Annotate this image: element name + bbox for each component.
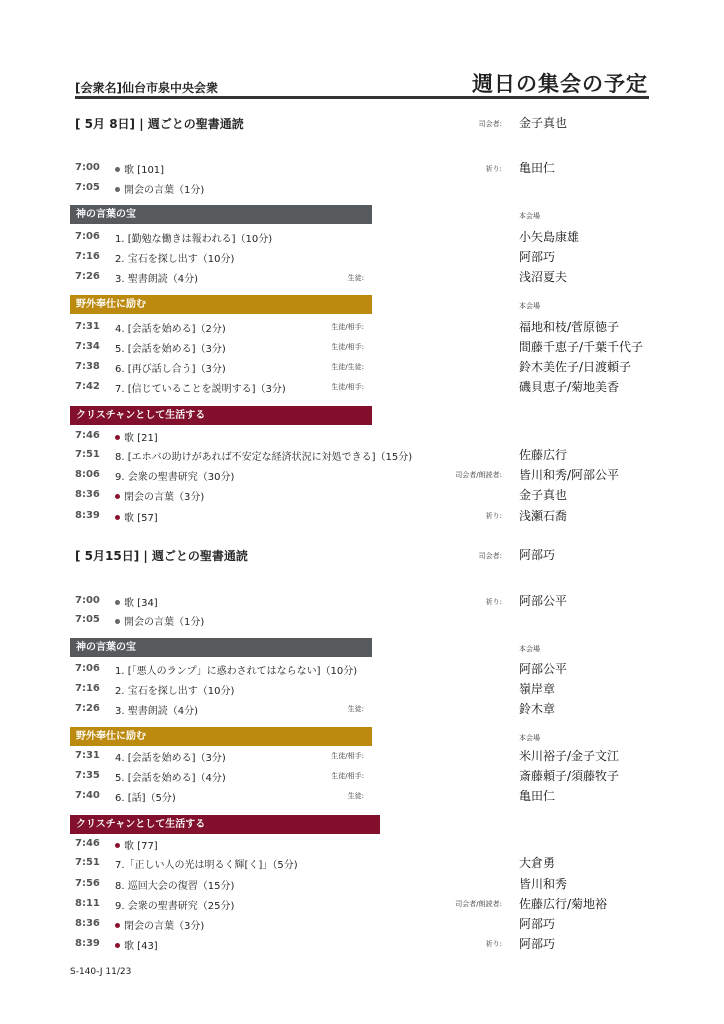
chairman-label: 司会者: [478, 552, 502, 560]
role-label: 司会者/朗読者: [455, 900, 502, 908]
item-time: 7:00 [75, 595, 100, 606]
assignee-name: 間藤千恵子/千葉千代子 [519, 340, 644, 354]
role-label: 生徒: [347, 792, 364, 800]
section-bar-ministry: 野外奉仕に励む [70, 727, 372, 746]
item-time: 8:36 [75, 489, 100, 500]
item-time: 7:00 [75, 162, 100, 173]
item-time: 7:06 [75, 663, 100, 674]
item-title: 1. [「悪人のランプ」に惑わされてはならない]（10分) [115, 666, 358, 677]
bullet-icon [115, 923, 120, 928]
song-item [115, 937, 158, 952]
item-time: 7:31 [75, 321, 100, 332]
item-time: 7:46 [75, 838, 100, 849]
assignee-name: 大倉勇 [519, 856, 556, 870]
role-label: 生徒/相手: [331, 752, 364, 760]
item-time: 7:06 [75, 231, 100, 242]
item-time: 8:39 [75, 938, 100, 949]
item-title: 8. 巡回大会の復習（15分) [115, 881, 235, 892]
opening-comments-item [115, 613, 204, 628]
closing-comments-item [115, 917, 204, 932]
item-title: 歌 [21] [124, 433, 158, 444]
item-title: 5. [会話を始める]（4分) [115, 773, 226, 784]
bullet-icon [115, 943, 120, 948]
item-title: 3. 聖書朗読（4分) [115, 274, 198, 285]
item-time: 8:39 [75, 510, 100, 521]
item-time: 8:36 [75, 918, 100, 929]
item-time: 7:56 [75, 878, 100, 889]
assignee-name: 阿部巧 [519, 917, 556, 931]
section-bar-living: クリスチャンとして生活する [70, 815, 380, 834]
item-title: 歌 [57] [124, 513, 158, 524]
item-title: 閉会の言葉（3分) [124, 492, 205, 503]
venue-label: 本会場 [519, 645, 540, 653]
assignee-name: 佐藤広行/菊地裕 [519, 897, 608, 911]
bullet-icon [115, 619, 120, 624]
item-time: 7:31 [75, 750, 100, 761]
week-heading: [ 5月15日] | 週ごとの聖書通読 [75, 549, 248, 563]
assignee-name: 皆川和秀 [519, 877, 568, 891]
assignee-name: 鈴木美佐子/日渡頼子 [519, 360, 632, 374]
section-bar-treasures: 神の言葉の宝 [70, 205, 372, 224]
song-item [115, 594, 158, 609]
item-title: 2. 宝石を探し出す（10分) [115, 686, 235, 697]
item-time: 7:05 [75, 182, 100, 193]
item-time: 8:11 [75, 898, 100, 909]
item-title: 7.「正しい人の光は明るく輝[く]」（5分) [115, 860, 298, 871]
item-time: 7:34 [75, 341, 100, 352]
role-label: 生徒: [347, 705, 364, 713]
song-item [115, 161, 164, 176]
assignee-name: 磯貝恵子/菊地美香 [519, 380, 620, 394]
item-time: 7:51 [75, 449, 100, 460]
week-heading: [ 5月 8日] | 週ごとの聖書通読 [75, 117, 244, 131]
song-item [115, 429, 158, 444]
item-title: 4. [会話を始める]（2分) [115, 324, 226, 335]
header-divider [75, 96, 649, 99]
role-label: 生徒: [347, 274, 364, 282]
item-title: 歌 [77] [124, 841, 158, 852]
item-title: 3. 聖書朗読（4分) [115, 706, 198, 717]
item-title: 閉会の言葉（3分) [124, 921, 205, 932]
item-time: 7:42 [75, 381, 100, 392]
item-time: 7:16 [75, 251, 100, 262]
role-label: 司会者/朗読者: [455, 471, 502, 479]
item-title: 6. [再び話し合う]（3分) [115, 364, 226, 375]
role-label: 生徒/生徒: [331, 363, 364, 371]
item-title: 歌 [43] [124, 941, 158, 952]
item-title: 4. [会話を始める]（3分) [115, 753, 226, 764]
item-title: 9. 会衆の聖書研究（25分) [115, 901, 235, 912]
assignee-name: 阿部巧 [519, 250, 556, 264]
assignee-name: 亀田仁 [519, 161, 556, 175]
section-bar-living: クリスチャンとして生活する [70, 406, 372, 425]
assignee-name: 阿部公平 [519, 662, 568, 676]
assignee-name: 鈴木章 [519, 702, 556, 716]
item-title: 2. 宝石を探し出す（10分) [115, 254, 235, 265]
role-label: 祈り: [485, 940, 502, 948]
item-time: 7:46 [75, 430, 100, 441]
venue-label: 本会場 [519, 302, 540, 310]
section-bar-treasures: 神の言葉の宝 [70, 638, 372, 657]
assignee-name: 福地和枝/菅原徳子 [519, 320, 620, 334]
item-title: 9. 会衆の聖書研究（30分) [115, 472, 235, 483]
bullet-icon [115, 600, 120, 605]
song-item [115, 509, 158, 524]
item-title: 歌 [101] [124, 165, 165, 176]
form-code: S-140-J 11/23 [70, 967, 132, 977]
role-label: 生徒/相手: [331, 383, 364, 391]
item-title: 6. [話]（5分) [115, 793, 176, 804]
role-label: 祈り: [485, 165, 502, 173]
assignee-name: 浅沼夏夫 [519, 270, 568, 284]
item-time: 7:51 [75, 857, 100, 868]
item-time: 7:05 [75, 614, 100, 625]
assignee-name: 阿部公平 [519, 594, 568, 608]
bullet-icon [115, 187, 120, 192]
item-title: 1. [勤勉な働きは報われる]（10分) [115, 234, 273, 245]
assignee-name: 嶺岸章 [519, 682, 556, 696]
role-label: 祈り: [485, 512, 502, 520]
role-label: 祈り: [485, 598, 502, 606]
assignee-name: 斎藤頼子/須藤牧子 [519, 769, 620, 783]
item-time: 7:16 [75, 683, 100, 694]
assignee-name: 小矢島康雄 [519, 230, 580, 244]
role-label: 生徒/相手: [331, 323, 364, 331]
role-label: 生徒/相手: [331, 772, 364, 780]
bullet-icon [115, 515, 120, 520]
bullet-icon [115, 435, 120, 440]
item-title: 5. [会話を始める]（3分) [115, 344, 226, 355]
venue-label: 本会場 [519, 212, 540, 220]
page-title: 週日の集会の予定 [472, 72, 648, 96]
assignee-name: 阿部巧 [519, 937, 556, 951]
item-title: 開会の言葉（1分) [124, 185, 205, 196]
item-title: 7. [信じていることを説明する]（3分) [115, 384, 286, 395]
assignee-name: 佐藤広行 [519, 448, 568, 462]
item-title: 8. [エホバの助けがあれば不安定な経済状況に対処できる]（15分) [115, 452, 413, 463]
opening-comments-item [115, 181, 204, 196]
assignee-name: 亀田仁 [519, 789, 556, 803]
assignee-name: 米川裕子/金子文江 [519, 749, 620, 763]
section-bar-ministry: 野外奉仕に励む [70, 295, 372, 314]
item-title: 開会の言葉（1分) [124, 617, 205, 628]
chairman-name: 阿部巧 [519, 548, 556, 562]
item-time: 7:40 [75, 790, 100, 801]
item-time: 8:06 [75, 469, 100, 480]
chairman-label: 司会者: [478, 120, 502, 128]
venue-label: 本会場 [519, 734, 540, 742]
item-title: 歌 [34] [124, 598, 158, 609]
item-time: 7:35 [75, 770, 100, 781]
assignee-name: 皆川和秀/阿部公平 [519, 468, 620, 482]
chairman-name: 金子真也 [519, 116, 568, 130]
item-time: 7:26 [75, 703, 100, 714]
bullet-icon [115, 494, 120, 499]
assignee-name: 浅瀬石喬 [519, 509, 568, 523]
congregation-name: [会衆名]仙台市泉中央会衆 [75, 81, 218, 95]
bullet-icon [115, 167, 120, 172]
item-time: 7:26 [75, 271, 100, 282]
song-item [115, 837, 158, 852]
item-time: 7:38 [75, 361, 100, 372]
role-label: 生徒/相手: [331, 343, 364, 351]
bullet-icon [115, 843, 120, 848]
closing-comments-item [115, 488, 204, 503]
assignee-name: 金子真也 [519, 488, 568, 502]
